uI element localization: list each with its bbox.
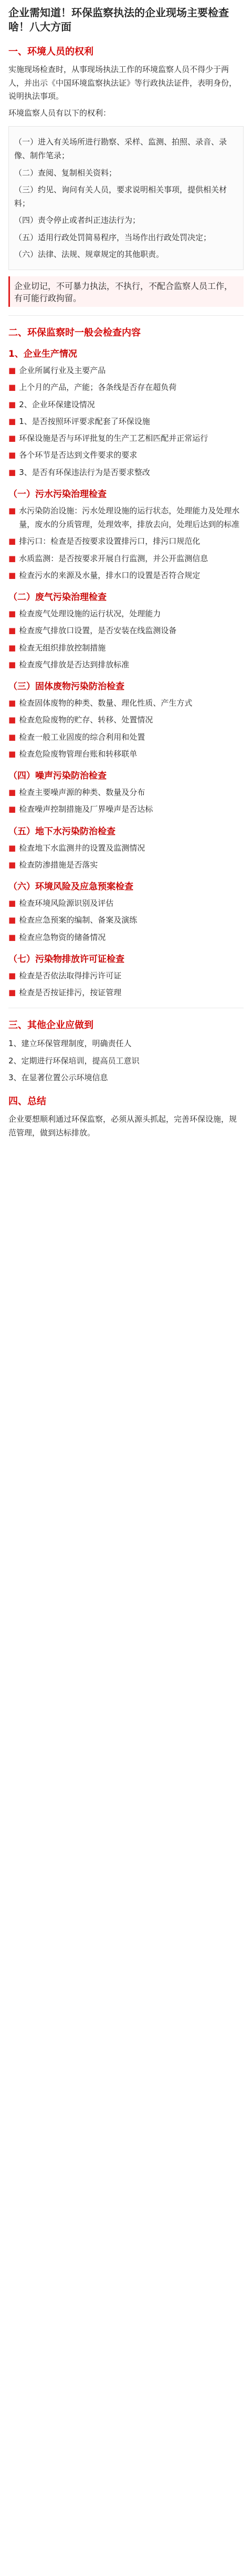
subsection-heading: （三）固体废物污染防治检查 bbox=[8, 681, 124, 692]
paragraph: 实施现场检查时，从事现场执法工作的环境监察人员不得少于两人，并出示《中国环境监察执法证》等行政执法证件，表明身份，说明执法事项。 bbox=[8, 65, 237, 101]
list-item: ■ 排污口：检查是否按要求设置排污口，排污口规范化 bbox=[8, 536, 201, 546]
list-item: ■ 上个月的产品，产能；各条线是否存在超负荷 bbox=[8, 382, 177, 392]
list-item: ■ 水质监测：是否按要求开展自行监测，并公开监测信息 bbox=[8, 553, 208, 563]
list-item: ■ 检查危险废物的贮存、转移、处置情况 bbox=[8, 715, 153, 725]
subsection-heading: （七）污染物排放许可证检查 bbox=[8, 954, 124, 965]
subsection-heading: （一）污水污染治理检查 bbox=[8, 489, 107, 500]
list-item: ■ 各个环节是否达到文件要求的要求 bbox=[8, 450, 138, 460]
list-item: 2、定期进行环保培训，提高员工意识 bbox=[8, 1056, 140, 1065]
subsection-heading: （四）噪声污染防治检查 bbox=[8, 771, 107, 781]
paragraph: 企业要想顺利通过环保监察，必须从源头抓起，完善环保设施，规范管理，做到达标排放。 bbox=[8, 1114, 237, 1137]
list-item: （一）进入有关场所进行勘察、采样、监测、拍照、录音、录像、制作笔录； bbox=[14, 137, 227, 161]
section-heading: 四、总结 bbox=[8, 1096, 46, 1107]
list-item: ■ 检查是否按证排污，按证管理 bbox=[8, 988, 122, 997]
list-item: ■ 3、是否有环保违法行为是否要求整改 bbox=[8, 467, 150, 477]
list-item: 3、在显著位置公示环境信息 bbox=[8, 1072, 108, 1082]
list-item: （二）查阅、复制相关资料； bbox=[14, 168, 117, 178]
article-title: 企业需知道！环保监察执法的企业现场主要检查啥！八大方面 bbox=[8, 7, 229, 33]
subsection-heading: （六）环境风险及应急预案检查 bbox=[8, 882, 133, 892]
list-item: ■ 检查是否依法取得排污许可证 bbox=[8, 970, 122, 980]
list-item: （六）法律、法规、规章规定的其他职责。 bbox=[14, 249, 164, 259]
list-item: ■ 企业所属行业及主要产品 bbox=[8, 366, 106, 375]
subsection-heading: （五）地下水污染防治检查 bbox=[8, 826, 116, 837]
section-heading: 二、环保监察时一般会检查内容 bbox=[8, 327, 141, 338]
list-item: ■ 1、是否按照环评要求配套了环保设施 bbox=[8, 416, 150, 426]
list-item: 1、建立环保管理制度，明确责任人 bbox=[8, 1039, 132, 1049]
subsection-heading: 1、企业生产情况 bbox=[8, 349, 77, 359]
list-item: ■ 检查环境风险源识别及评估 bbox=[8, 898, 114, 908]
subsection-heading: （二）废气污染治理检查 bbox=[8, 592, 107, 603]
list-item: （四）责令停止或者纠正违法行为； bbox=[14, 215, 141, 225]
list-item: ■ 检查防渗措施是否落实 bbox=[8, 860, 98, 870]
paragraph: 环境监察人员有以下的权利： bbox=[8, 108, 111, 118]
list-item: ■ 检查主要噪声源的种类、数量及分布 bbox=[8, 788, 145, 797]
section-heading: 三、其他企业应做到 bbox=[8, 1020, 93, 1031]
divider bbox=[8, 315, 244, 316]
list-item: （三）约见、询问有关人员，要求说明相关事项，提供相关材料； bbox=[14, 184, 227, 208]
article-page bbox=[0, 0, 252, 1155]
section-heading: 一、环境人员的权利 bbox=[8, 46, 93, 57]
list-item: ■ 检查废气排放口设置，是否安装在线监测设备 bbox=[8, 626, 177, 636]
list-item: ■ 2、企业环保建设情况 bbox=[8, 399, 95, 409]
list-item: （五）适用行政处罚简易程序，当场作出行政处罚决定； bbox=[14, 232, 212, 242]
list-item: ■ 检查污水的来源及水量，排水口的设置是否符合规定 bbox=[8, 570, 201, 580]
list-item: ■ 环保设施是否与环评批复的生产工艺相匹配并正常运行 bbox=[8, 433, 208, 443]
list-item: ■ 检查一般工业固废的综合利用和处置 bbox=[8, 732, 145, 742]
list-box bbox=[8, 126, 244, 270]
list-item: ■ 检查无组织排放控制措施 bbox=[8, 643, 106, 653]
list-item: ■ 检查危险废物管理台账和转移联单 bbox=[8, 749, 138, 759]
list-item: ■ 检查应急物资的储备情况 bbox=[8, 932, 106, 942]
list-item: ■ 检查废气处理设施的运行状况，处理能力 bbox=[8, 609, 161, 618]
list-item: ■ 检查噪声控制措施及厂界噪声是否达标 bbox=[8, 804, 153, 814]
list-item: ■ 检查地下水监测井的设置及监测情况 bbox=[8, 843, 145, 853]
list-item: ■ 检查固体废物的种类、数量、理化性质、产生方式 bbox=[8, 698, 193, 708]
note-highlight: 企业切记，不可暴力执法，不执行，不配合监察人员工作，有可能行政拘留。 bbox=[8, 276, 244, 307]
list-item: ■ 检查应急预案的编制、备案及演练 bbox=[8, 915, 138, 925]
list-item: ■ 检查废气排放是否达到排放标准 bbox=[8, 659, 130, 669]
list-item: ■ 水污染防治设施：污水处理设施的运行状态，处理能力及处理水量，废水的分质管理，处理效率，排放去向，处理后达到的标准 bbox=[8, 505, 240, 529]
